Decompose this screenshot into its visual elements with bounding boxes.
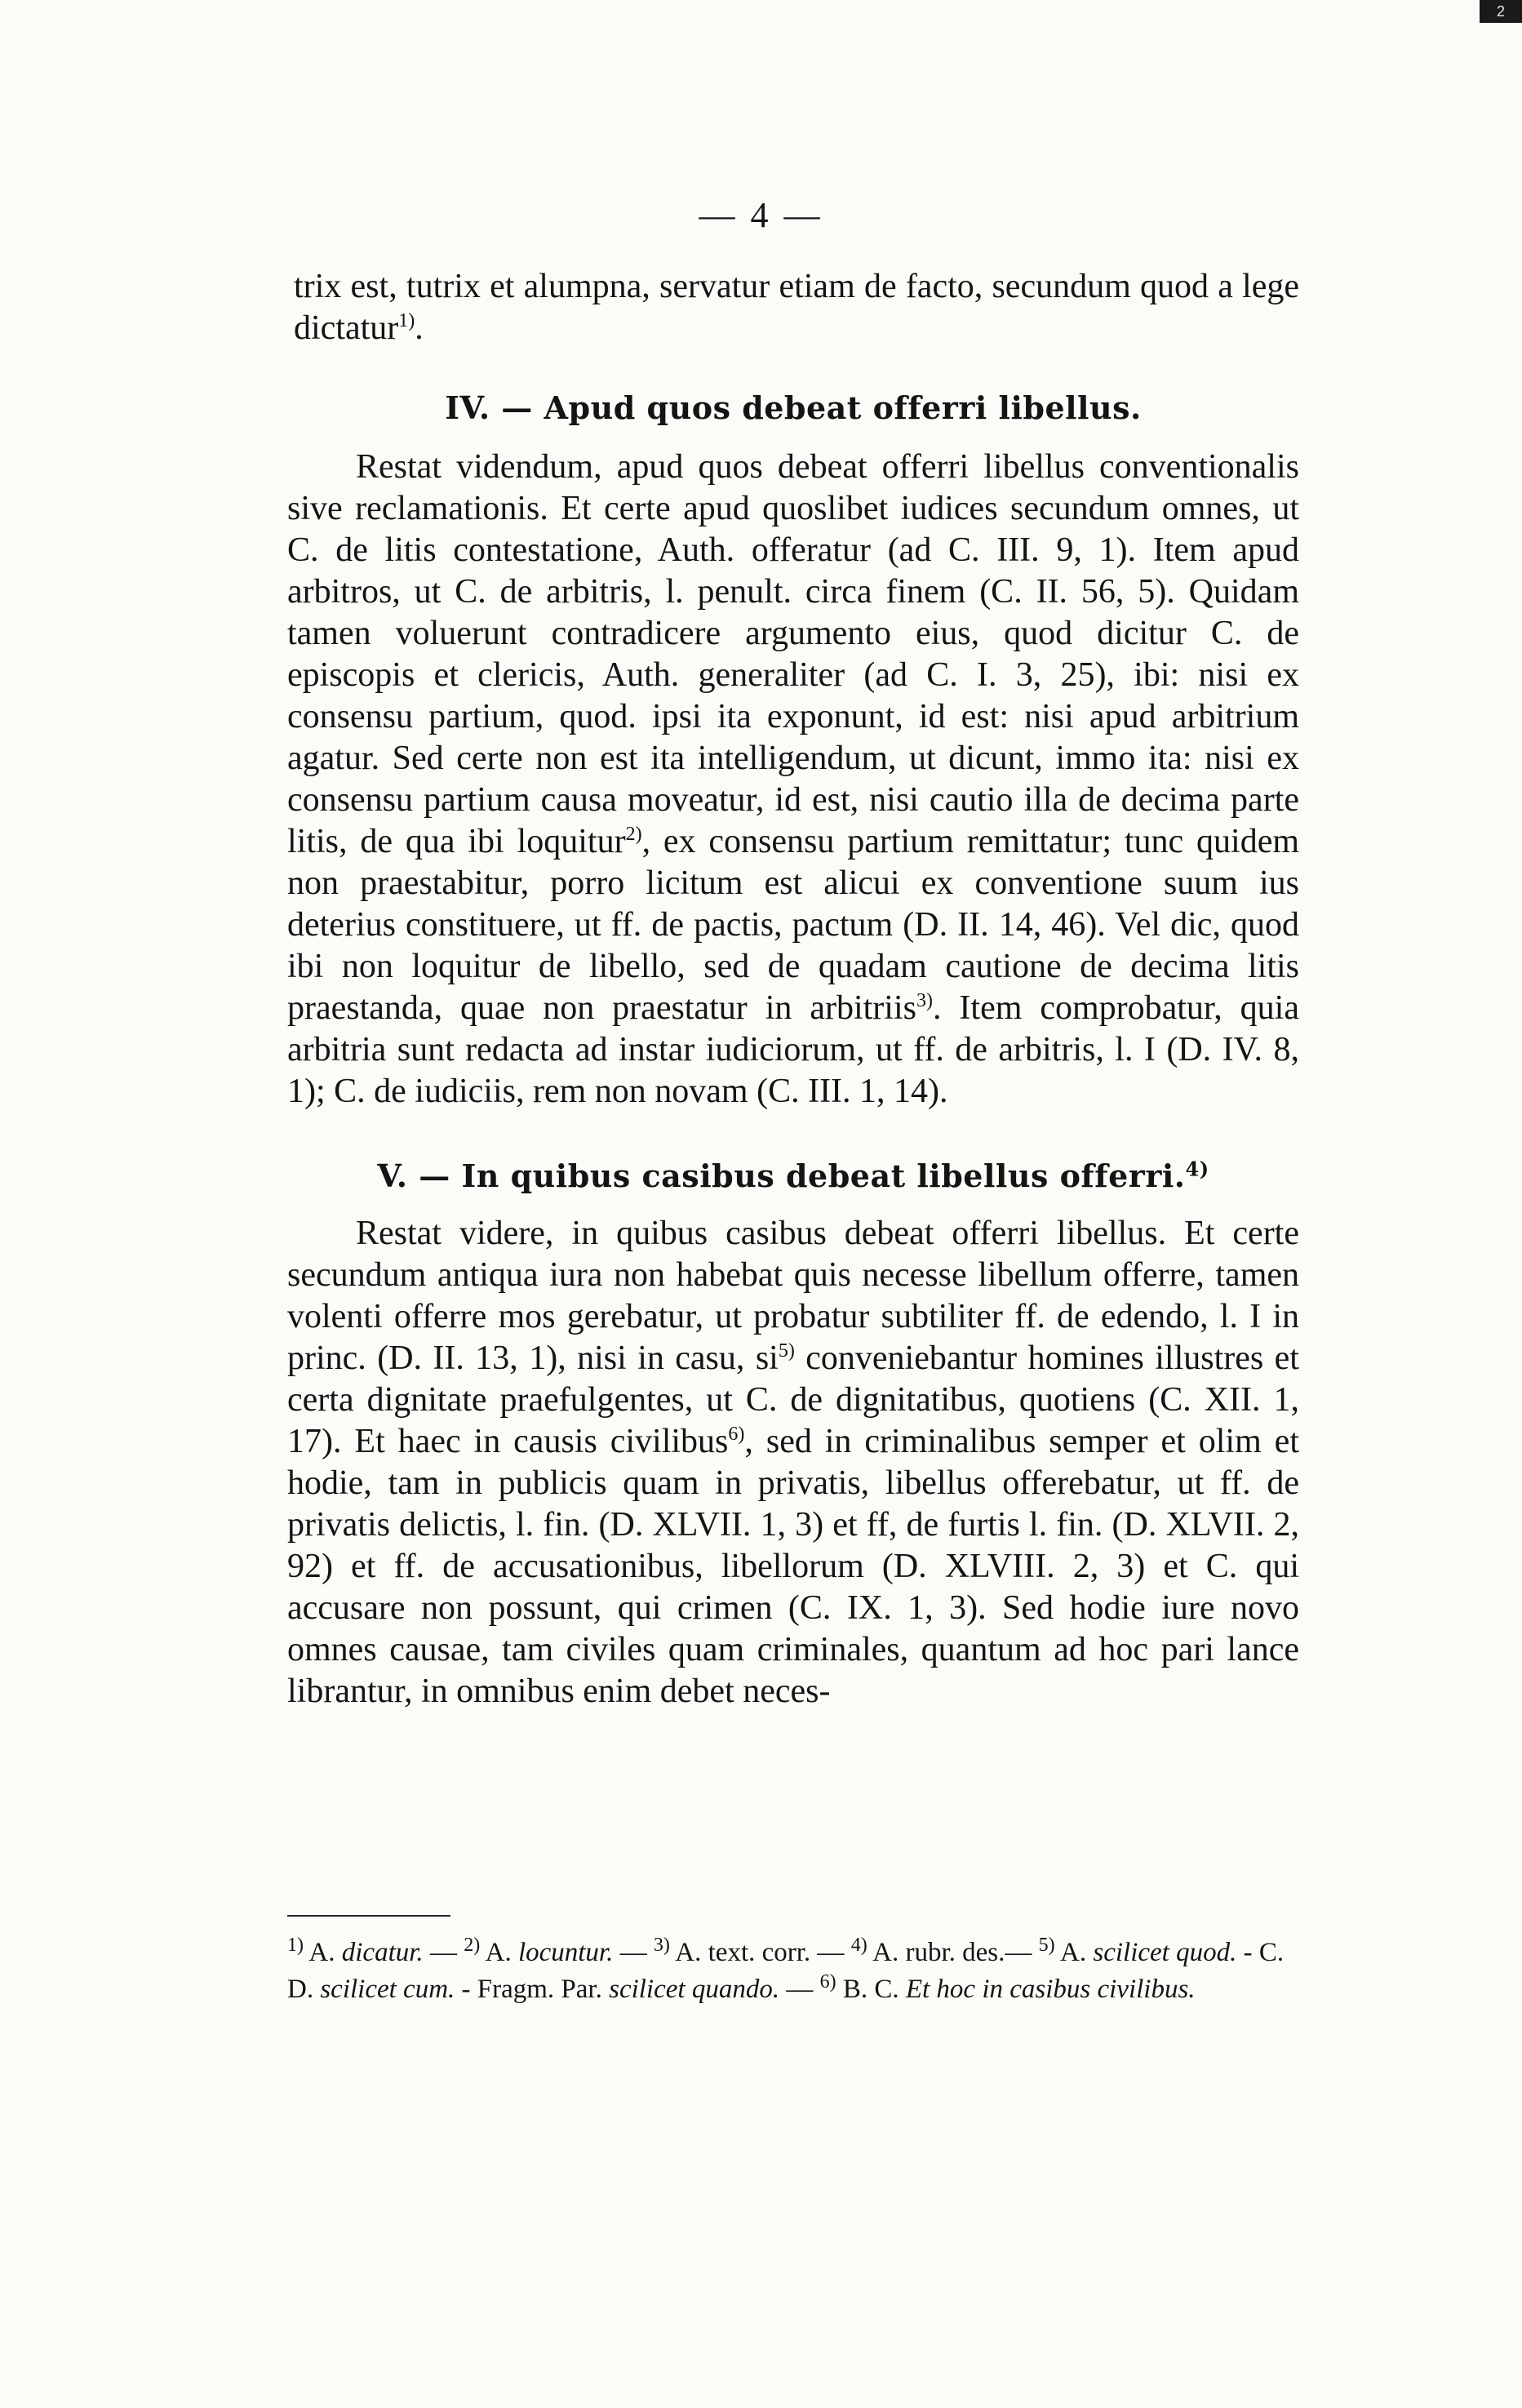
section-heading-iv: IV. — Apud quos debeat offerri libellus. — [445, 389, 1142, 426]
page-number: — 4 — — [699, 195, 823, 235]
footnote-ref: 3) — [916, 990, 933, 1011]
footnote-ref: 6) — [728, 1424, 745, 1445]
footnote-ref: 2) — [625, 824, 642, 845]
section-v-paragraph: Restat videre, in quibus casibus debeat offerri libellus. Et certe secundum antiqua iura non habebat quis necesse libellum offerre, tamen volenti offerre mos gerebatur, ut probatur subtiliter ff. de edendo, l. I in princ. (D. II. 13, 1), nisi in casu, $si^{5)}$ conveniebantur homines illustres et certa dignitate praefulgentes, ut C. de dignitatibus, quotiens (C. XII. 1, 17). Et haec in causis civilibus$^{6)}$, sed in criminalibus semper et olim et hodie, tam in publicis quam in privatis, libellus offerebatur, ut ff. de privatis delictis, l. fin. (D. XLVII. 1, 3) et ff, de furtis l. fin. (D. XLVII. 2, 92) et ff. de accusationibus, libellorum (D. XLVIII. 2, 3) et C. qui accusare non possunt, qui crimen (C. IX. 1, 3). Sed hodie iure novo omnes causae, tam civiles quam criminales, quantum ad hoc pari lance librantur, in omnibus enim debet neces- — [287, 1215, 1299, 1710]
paragraph-continuation: trix est, tutrix et alumpna, servatur etiam de facto, secundum quod a lege dictatur$^{1)}$. — [294, 268, 1299, 347]
footnote-rule — [287, 1915, 450, 1917]
body-text — [287, 266, 1299, 1713]
footnote-ref: 4) — [1185, 1157, 1209, 1181]
section-iv-paragraph: Restat videndum, apud quos debeat offerri libellus conventionalis sive reclamationis. Et certe apud quoslibet iudices secundum omnes, ut C. de litis contestatione, Auth. offeratur (ad C. III. 9, 1). Item apud arbitros, ut C. de arbitris, l. penult. circa finem (C. II. 56, 5). Quidam tamen voluerunt contradicere argumento eius, quod dicitur C. de episcopis et clericis, Auth. generaliter (ad C. I. 3, 25), ibi: nisi ex consensu partium, quod. ipsi ita exponunt, id est: nisi apud arbitrium agatur. Sed certe non est ita intelligendum, ut dicunt, immo ita: nisi ex consensu partium causa moveatur, id est, nisi cautio illa de decima parte litis, de qua ibi loquitur$^{2)}$, ex consensu partium remittatur; tunc quidem non praestabitur, porro licitum est alicui ex conventione suum ius deterius constituere, ut ff. de pactis, pactum (D. II. 14, 46). Vel dic, quod ibi non loquitur de libello, sed de quadam cautione de decima litis praestanda, quae non praestatur in arbitriis$^{3)}$. Item comprobatur, quia arbitria sunt redacta ad instar iudiciorum, ut ff. de arbitris, l. I (D. IV. 8, 1); C. de iudiciis, rem non novam (C. III. 1, 14). — [287, 448, 1299, 1110]
footnote-ref: 5) — [778, 1340, 795, 1362]
section-heading-v: V. — In quibus casibus debeat libellus offerri.$^{4)}$ — [377, 1157, 1209, 1194]
footnote-ref: 1) — [398, 310, 415, 331]
footnotes: $^{1)}$ A. dicatur. — $^{2)}$ A. locuntur. — $^{3)}$ A. text. corr. — $^{4)}$ A. rubr. des.— $^{5)}$ A. scilicet quod. - C. D. scilicet cum. - Fragm. Par. scilicet quando. — $^{6)}$ B. C. Et hoc in casibus civilibus. — [287, 1935, 1285, 2004]
page-corner-tag: 2 — [1480, 0, 1522, 23]
